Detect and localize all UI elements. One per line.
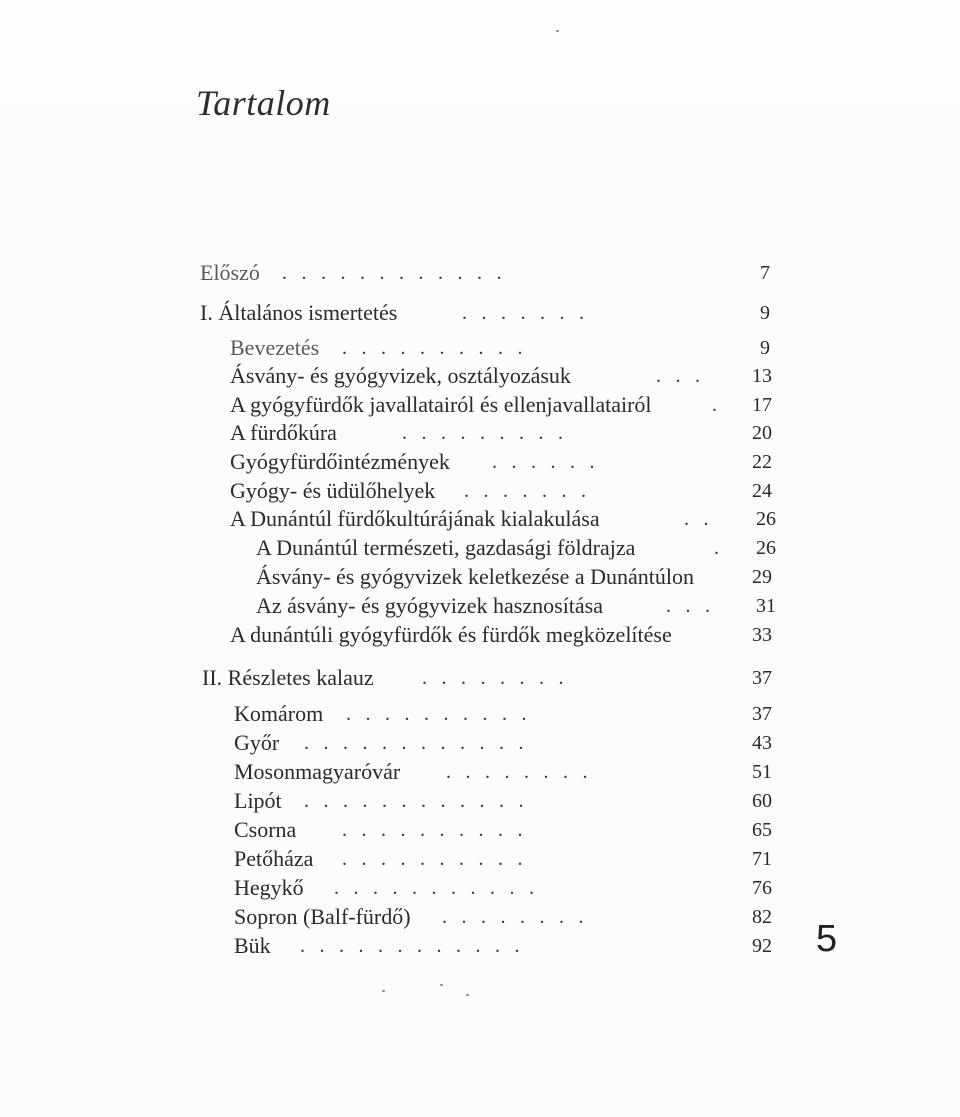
toc-page-number: 7 [760,262,770,284]
toc-row [0,663,960,693]
dot-leader: ............ [304,732,538,754]
dot-leader: . [714,537,734,559]
toc-entry-label: Hegykő [234,875,304,900]
toc-page-number: 33 [752,624,772,646]
toc-page-number: 13 [752,365,772,387]
dot-leader: .......... [342,848,537,870]
toc-entry-label: Ásvány- és gyógyvizek, osztályozásuk [230,363,571,388]
toc-page-number: 24 [752,480,772,502]
dot-leader: ............ [300,935,534,957]
toc-entry-label: Gyógy- és üdülőhelyek [230,478,436,503]
dot-leader: ....... [464,480,601,502]
toc-entry-label: Az ásvány- és gyógyvizek hasznosítása [256,593,604,618]
paper-speck [440,984,443,986]
toc-page-number: 51 [752,761,772,783]
toc-page-number: 20 [752,422,772,444]
toc-entry-label: Csorna [234,817,297,842]
dot-leader: .......... [342,819,537,841]
toc-row [0,504,960,534]
dot-leader: ...... [492,451,609,473]
dot-leader: . [712,394,732,416]
dot-leader: ............ [304,790,538,812]
toc-row [0,258,960,288]
toc-row [0,699,960,729]
dot-leader: ........ [422,667,578,689]
toc-row [0,786,960,816]
toc-page-number: 29 [752,566,772,588]
toc-row [0,873,960,903]
toc-row [0,757,960,787]
toc-entry-label: Győr [234,730,280,755]
paper-speck [556,30,559,32]
toc-entry-label: Bük [234,933,271,958]
toc-page-number: 65 [752,819,772,841]
toc-page-number: 17 [752,394,772,416]
toc-row [0,620,960,650]
toc-row [0,728,960,758]
toc-entry-label: Gyógyfürdőintézmények [230,449,450,474]
toc-entry-label: Előszó [200,260,260,285]
paper-speck [382,990,385,992]
toc-row [0,844,960,874]
toc-entry-label: Mosonmagyaróvár [234,759,401,784]
page-number-folio: 5 [816,918,838,960]
toc-page-number: 26 [756,508,776,530]
dot-leader: .......... [342,337,537,359]
toc-page-number: 22 [752,451,772,473]
toc-entry-label: Lipót [234,788,282,813]
dot-leader: ........ [446,761,602,783]
toc-entry-label: Ásvány- és gyógyvizek keletkezése a Dunántúlon [256,564,695,589]
toc-row [0,476,960,506]
toc-page-number: 60 [752,790,772,812]
dot-leader: ... [656,365,715,387]
toc-page-number: 9 [760,302,770,324]
toc-row [0,533,960,563]
toc-page-number: 9 [760,337,770,359]
toc-row [0,447,960,477]
toc-entry-label: A dunántúli gyógyfürdők és fürdők megközelítése [230,622,672,647]
toc-entry-label: Komárom [234,701,324,726]
toc-page-number: 71 [752,848,772,870]
toc-row [0,298,960,328]
paper-speck [466,994,469,996]
page-title: Tartalom [196,83,331,123]
toc-entry-label: A gyógyfürdők javallatairól és ellenjavallatairól [230,392,652,417]
toc-row [0,333,960,363]
toc-row [0,591,960,621]
toc-row [0,815,960,845]
toc-entry-label: A Dunántúl fürdőkultúrájának kialakulása [230,506,600,531]
dot-leader: ........... [334,877,549,899]
toc-row [0,390,960,420]
toc-row [0,562,960,592]
dot-leader: ....... [462,302,599,324]
toc-page-number: 43 [752,732,772,754]
toc-row [0,361,960,391]
dot-leader: ........ [442,906,598,928]
toc-row [0,418,960,448]
toc-entry-label: Sopron (Balf-fürdő) [234,904,411,929]
toc-page-number: 92 [752,935,772,957]
toc-page-number: 37 [752,667,772,689]
dot-leader: .. [684,508,723,530]
toc-entry-label: A fürdőkúra [230,420,337,445]
toc-entry-label: Bevezetés [230,335,320,360]
toc-page-number: 82 [752,906,772,928]
toc-page-number: 31 [756,595,776,617]
toc-page-number: 76 [752,877,772,899]
toc-entry-label: Petőháza [234,846,314,871]
toc-entry-label: II. Részletes kalauz [202,665,374,690]
toc-page-number: 26 [756,537,776,559]
dot-leader: ......... [402,422,578,444]
toc-entry-label: I. Általános ismertetés [200,300,398,325]
dot-leader: ... [666,595,725,617]
toc-page-number: 37 [752,703,772,725]
dot-leader: ............ [282,262,516,284]
toc-entry-label: A Dunántúl természeti, gazdasági földrajza [256,535,636,560]
dot-leader: .......... [346,703,541,725]
